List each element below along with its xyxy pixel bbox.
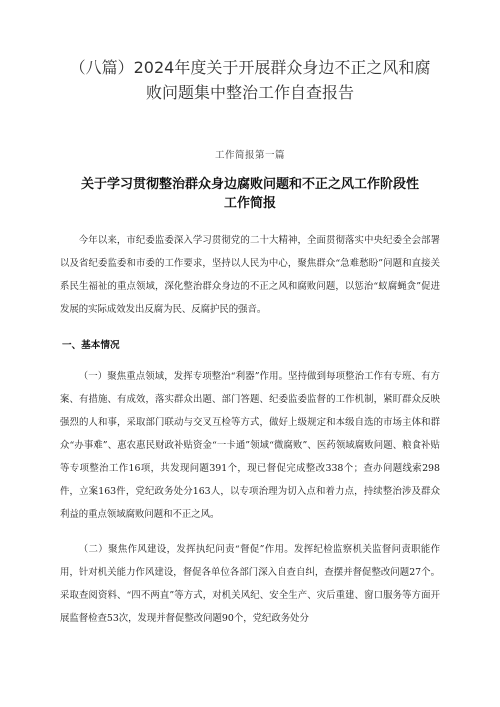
paragraph-work-style: （二）聚焦作风建设，发挥执纪问责“督促”作用。发挥纪检监察机关监督问责职能作用，针对机关能力作风建设，督促各单位各部门深入自查自纠，查摆并督促整改问题27个。采取查阅资料、“四不两直”等方式，对机关风纪、安全生产、灾后重建、窗口服务等方面开展监督检查53次，发现并督促整改问题90个，党纪政务处分 [60, 544, 440, 624]
intro-paragraph: 今年以来，市纪委监委深入学习贯彻党的二十大精神，全面贯彻落实中央纪委全会部署以及省纪委监委和市委的工作要求，坚持以人民为中心，聚焦群众“急难愁盼”问题和直接关系民生福祉的重点领域，深化整治群众身边的不正之风和腐败问题，以惩治“蚁腐蝇贪”促进发展的实际成效发出反腐为民、反腐护民的强音。 [60, 235, 440, 315]
briefing-title-line-2: 工作简报 [223, 196, 276, 211]
document-title-line-1: （八篇）2024年度关于开展群众身边不正之风和腐 [69, 58, 431, 77]
briefing-title-line-1: 关于学习贯彻整治群众身边腐败问题和不正之风工作阶段性 [80, 177, 419, 192]
document-title [60, 55, 440, 105]
section-heading-basic-situation: 一、基本情况 [62, 340, 120, 351]
briefing-title [60, 175, 440, 213]
paragraph-key-areas: （一）聚焦重点领域，发挥专项整治“利器”作用。坚持做到每项整治工作有专班、有方案、有措施、有成效，落实群众出题、部门答题、纪委监委监督的工作机制，紧盯群众反映强烈的人和事，采取部门联动与交叉互检等方式，做好上级规定和本级自选的市场主体和群众“办事难”、惠农惠民财政补贴资金“一卡通”领域“微腐败”、医药领域腐败问题、粮食补贴等专项整治工作16项，共发现问题391个，现已督促完成整改338个；查办问题线索298件，立案163件，党纪政务处分163人，以专项治理为切入点和着力点，持续整治涉及群众利益的重点领域腐败问题和不正之风。 [60, 371, 440, 520]
section-tag: 工作简报第一篇 [214, 150, 285, 161]
document-title-line-2: 败问题集中整治工作自查报告 [145, 83, 354, 102]
